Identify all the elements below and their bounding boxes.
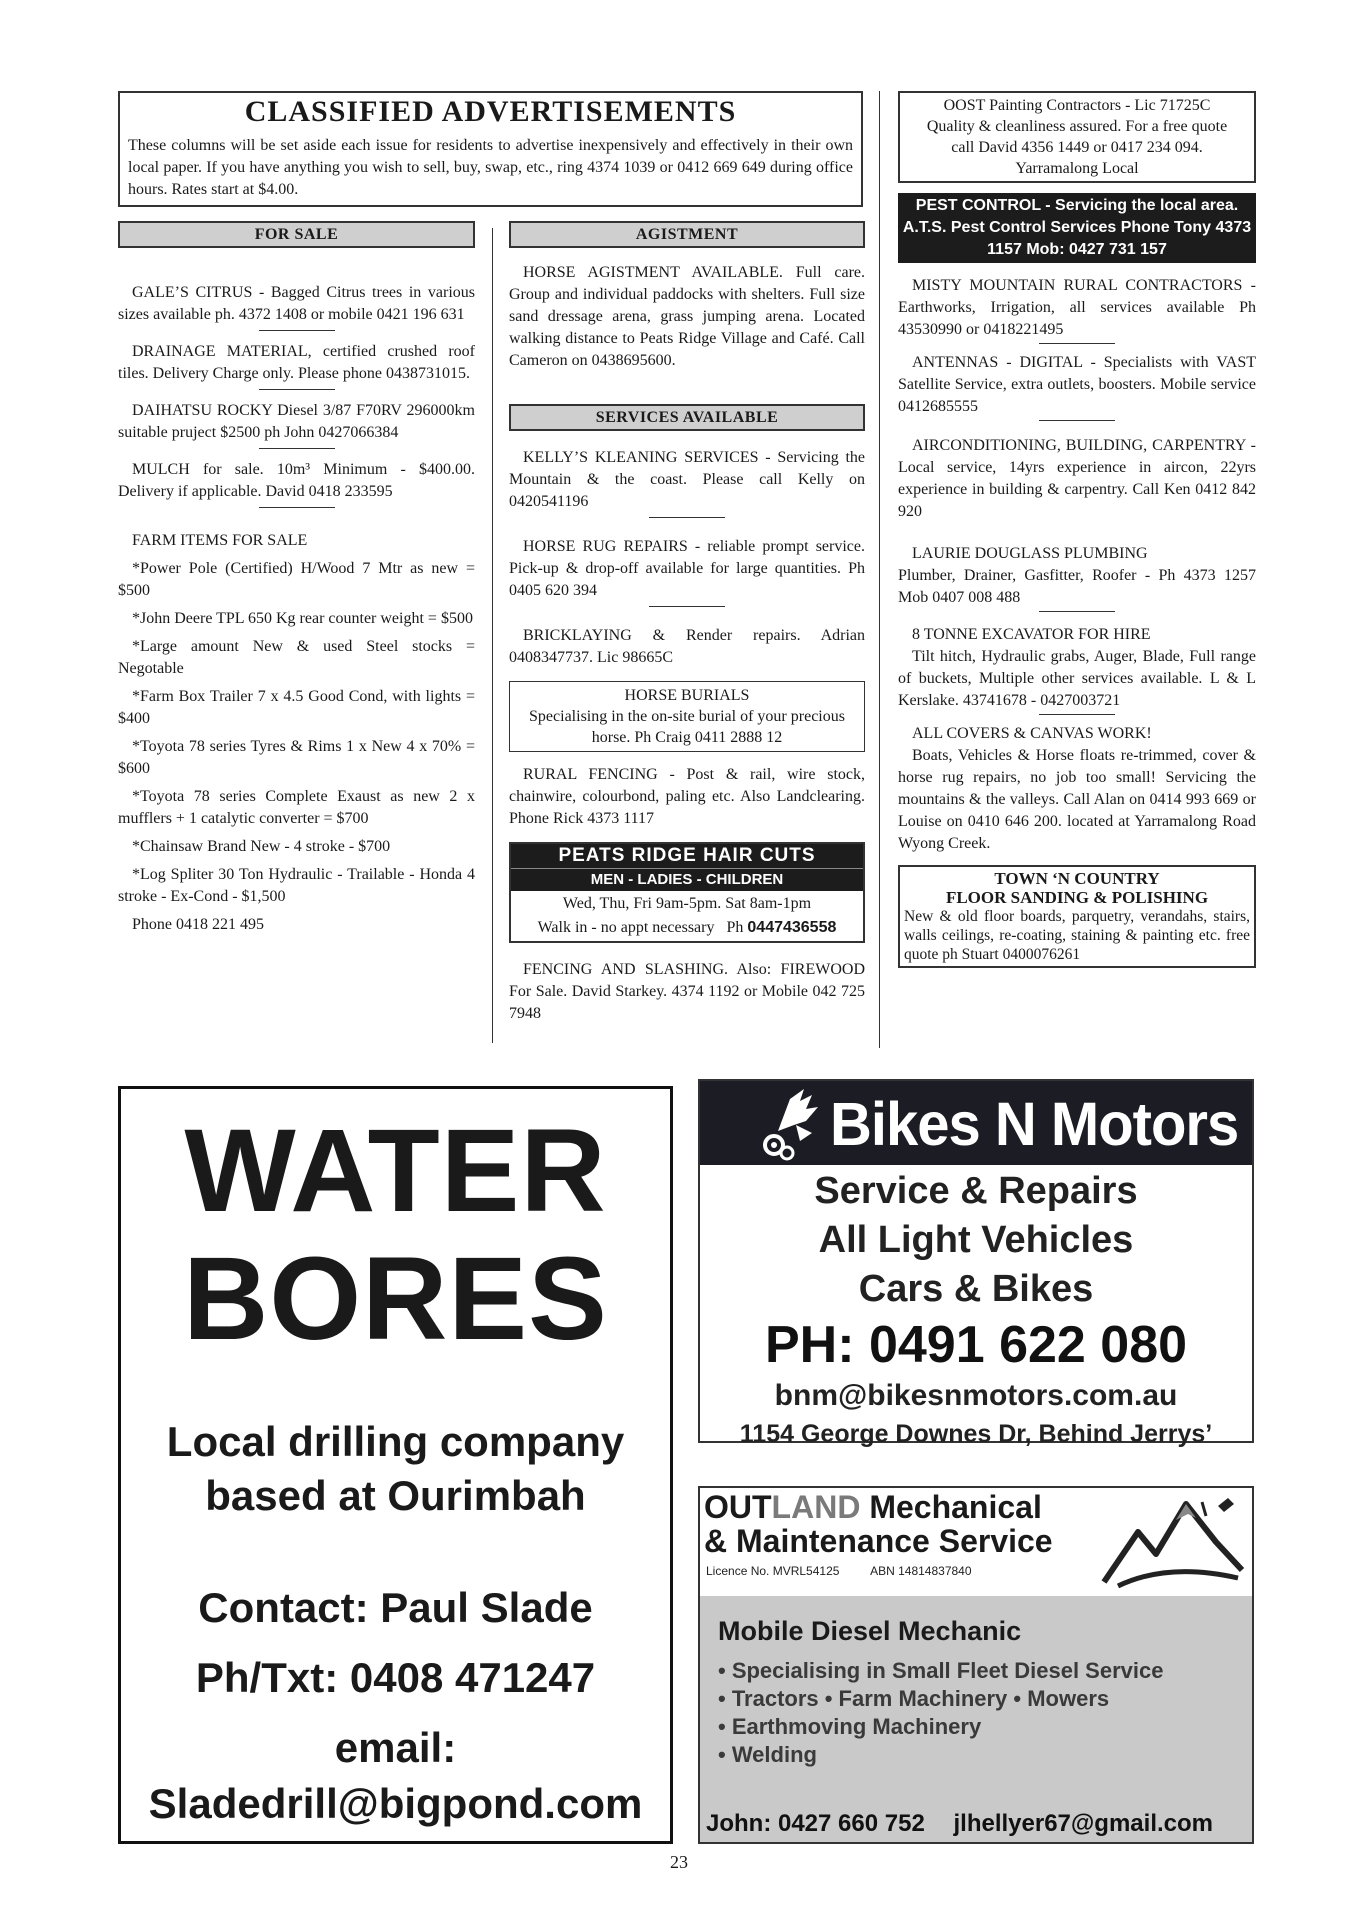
ad-town-n-country	[898, 865, 1256, 968]
ad-water-bores	[118, 1086, 673, 1844]
bikes-cars-line: Cars & Bikes	[858, 1268, 1094, 1310]
bikes-vehicles-line: All Light Vehicles	[818, 1219, 1134, 1261]
water-bores-email: Sladedrill@bigpond.com	[148, 1780, 643, 1827]
ad-separator	[259, 330, 335, 331]
ad-gales-citrus: GALE’S CITRUS - Bagged Citrus trees in various sizes available ph. 4372 1408 or mobile 0421 196 631	[118, 284, 475, 323]
ad-separator	[1039, 343, 1115, 344]
ad-bricklaying: BRICKLAYING & Render repairs. Adrian 0408347737. Lic 98665C	[509, 627, 865, 666]
ad-separator	[259, 389, 335, 390]
outland-company-name	[704, 1490, 1053, 1558]
farm-items-phone: Phone 0418 221 495	[132, 916, 264, 933]
outland-header	[700, 1488, 1252, 1596]
farm-item: *Toyota 78 series Complete Exaust as new 2 x mufflers + 1 catalytic converter = $700	[118, 788, 475, 827]
column-divider	[492, 228, 493, 1043]
ad-drainage-material: DRAINAGE MATERIAL, certified crushed roof tiles. Delivery Charge only. Please phone 0438731015.	[118, 343, 475, 382]
ad-separator	[649, 517, 725, 518]
water-bores-desc1: Local drilling company	[166, 1418, 625, 1465]
bikes-banner	[700, 1081, 1252, 1165]
page-number: 23	[670, 1852, 688, 1872]
services-heading: SERVICES AVAILABLE	[509, 404, 865, 431]
for-sale-column	[118, 221, 475, 936]
outland-contact-line	[706, 1810, 1213, 1838]
water-bores-line1: WATER	[184, 1105, 607, 1237]
ad-fencing-slashing: FENCING AND SLASHING. Also: FIREWOOD For Sale. David Starkey. 4374 1192 or Mobile 042 725 7948	[509, 961, 865, 1022]
hair-cuts-hours: Wed, Thu, Fri 9am-5pm. Sat 8am-1pm	[562, 895, 812, 912]
town-n-country-subtitle: FLOOR SANDING & POLISHING	[945, 888, 1209, 907]
farm-item: *Farm Box Trailer 7 x 4.5 Good Cond, with lights = $400	[118, 688, 475, 727]
town-n-country-text: New & old floor boards, parquetry, verandahs, stairs, walls ceilings, re-coating, staining & painting etc. free quote ph Stuart 0400076261	[904, 908, 1250, 963]
town-n-country-title: TOWN ‘N COUNTRY	[994, 869, 1160, 888]
ad-excavator-title: 8 TONNE EXCAVATOR FOR HIRE	[912, 626, 1151, 643]
ad-plumbing-text: Plumber, Drainer, Gasfitter, Roofer - Ph 4373 1257 Mob 0407 008 488	[898, 567, 1256, 606]
ad-oost-painting: OOST Painting Contractors - Lic 71725C Quality & cleanliness assured. For a free quote call David 4356 1449 or 0417 234 094. Yarramalong Local	[898, 91, 1256, 183]
farm-item: *Log Spliter 30 Ton Hydraulic - Trailable - Honda 4 stroke - Ex-Cond - $1,500	[118, 866, 475, 905]
outland-licence-line	[706, 1564, 1000, 1578]
horse-burials-title: HORSE BURIALS	[624, 687, 750, 704]
outland-name-mechanical: Mechanical	[860, 1489, 1042, 1525]
ad-separator	[1039, 611, 1115, 612]
outland-name-land: LAND	[771, 1489, 861, 1525]
outland-name-line2: & Maintenance Service	[704, 1523, 1053, 1559]
ad-separator	[259, 448, 335, 449]
hair-cuts-subtitle: MEN - LADIES - CHILDREN	[511, 868, 863, 891]
hair-cuts-title: PEATS RIDGE HAIR CUTS	[511, 844, 863, 868]
for-sale-heading: FOR SALE	[118, 221, 475, 248]
water-bores-email-label: email:	[334, 1724, 457, 1771]
ad-bikes-n-motors	[698, 1079, 1254, 1448]
outland-service-item: • Welding	[718, 1742, 817, 1767]
ad-separator	[1039, 420, 1115, 421]
horse-burials-text: Specialising in the on-site burial of your precious horse. Ph Craig 0411 2888 12	[529, 708, 845, 746]
ad-peats-ridge-hair-cuts	[509, 842, 865, 943]
bikes-phone: PH: 0491 622 080	[764, 1316, 1188, 1374]
water-bores-contact: Contact: Paul Slade	[198, 1584, 593, 1631]
ad-airconditioning: AIRCONDITIONING, BUILDING, CARPENTRY - Local service, 14yrs experience in aircon, 22yrs experience in building & carpentry. Call Ken 0412 842 920	[898, 437, 1256, 520]
ad-outland-mechanical	[698, 1486, 1254, 1844]
water-bores-desc2: based at Ourimbah	[205, 1472, 586, 1519]
ad-plumbing-title: LAURIE DOUGLASS PLUMBING	[912, 545, 1148, 562]
ad-horse-agistment: HORSE AGISTMENT AVAILABLE. Full care. Group and individual paddocks with shelters. Full size sand dressage arena, grass jumping arena. Located walking distance to Peats Ridge Village and Café. Call Cameron on 0438695600.	[509, 264, 865, 369]
farm-item: *Toyota 78 series Tyres & Rims 1 x New 4 x 70% = $600	[118, 738, 475, 777]
ad-antennas: ANTENNAS - DIGITAL - Specialists with VAST Satellite Service, extra outlets, boosters. Mobile service 0412685555	[898, 354, 1256, 415]
farm-item: *John Deere TPL 650 Kg rear counter weight = $500	[132, 610, 473, 627]
mountain-logo-icon	[1098, 1492, 1248, 1592]
outland-abn: ABN 14814837840	[870, 1564, 972, 1578]
agistment-heading: AGISTMENT	[509, 221, 865, 248]
bikes-address: 1154 George Downes Dr, Behind Jerrys’	[739, 1420, 1213, 1448]
outland-heading: Mobile Diesel Mechanic	[718, 1616, 1022, 1646]
outland-services-list	[718, 1657, 1252, 1769]
farm-item: *Large amount New & used Steel stocks = Negotable	[118, 638, 475, 677]
hair-cuts-walkin: Walk in - no appt necessary	[537, 919, 715, 936]
ad-daihatsu-rocky: DAIHATSU ROCKY Diesel 3/87 F70RV 296000km suitable pruject $2500 ph John 0427066384	[118, 402, 475, 441]
ad-separator	[649, 606, 725, 607]
ad-horse-rug-repairs: HORSE RUG REPAIRS - reliable prompt service. Pick-up & drop-off available for large quantities. Ph 0405 620 394	[509, 538, 865, 599]
bikes-email: bnm@bikesnmotors.com.au	[774, 1379, 1178, 1412]
hair-cuts-walkin-line	[511, 917, 863, 941]
farm-items-title: FARM ITEMS FOR SALE	[132, 532, 308, 549]
ad-excavator-text: Tilt hitch, Hydraulic grabs, Auger, Blade, Full range of buckets, Multiple other services available. L & L Kerslake. 43741678 - 0427003721	[898, 648, 1256, 709]
header-intro: These columns will be set aside each issue for residents to advertise inexpensively and effectively in their own local paper. If you have anything you wish to sell, buy, swap, etc., ring 4374 1039 or 0412 669 649 during office hours. Rates start at $4.00.	[128, 137, 853, 198]
ad-mulch: MULCH for sale. 10m³ Minimum - $400.00. Delivery if applicable. David 0418 233595	[118, 461, 475, 500]
farm-item: *Power Pole (Certified) H/Wood 7 Mtr as new = $500	[118, 560, 475, 599]
farm-item: *Chainsaw Brand New - 4 stroke - $700	[132, 838, 391, 855]
outland-name-out: OUT	[704, 1489, 772, 1525]
bikes-brand-name: Bikes N Motors	[830, 1090, 1239, 1159]
outland-phone: John: 0427 660 752	[706, 1810, 925, 1837]
outland-service-item: • Tractors • Farm Machinery • Mowers	[718, 1686, 1110, 1711]
services-column-right	[898, 91, 1256, 968]
agistment-services-column	[509, 221, 865, 1025]
outland-service-item: • Specialising in Small Fleet Diesel Service	[718, 1658, 1164, 1683]
classifieds-header	[118, 91, 863, 207]
ad-pest-control: PEST CONTROL - Servicing the local area. A.T.S. Pest Control Services Phone Tony 4373 1157 Mob: 0427 731 157	[898, 193, 1256, 263]
ad-kellys-kleaning: KELLY’S KLEANING SERVICES - Servicing the Mountain & the coast. Please call Kelly on 0420541196	[509, 449, 865, 510]
outland-email: jlhellyer67@gmail.com	[953, 1810, 1213, 1837]
column-divider	[879, 91, 880, 1048]
ad-horse-burials	[509, 681, 865, 752]
hair-cuts-phone: 0447436558	[747, 919, 837, 936]
water-bores-line2: BORES	[183, 1233, 608, 1365]
outland-licence: Licence No. MVRL54125	[706, 1564, 840, 1578]
ad-separator	[259, 507, 335, 508]
ad-covers-text: Boats, Vehicles & Horse floats re-trimmed, cover & horse rug repairs, no job too small! Servicing the mountains & the valleys. Call Alan on 0414 993 669 or Louise on 0410 646 200. located at Yarramalong Road Wyong Creek.	[898, 747, 1256, 852]
page-title: CLASSIFIED ADVERTISEMENTS	[244, 95, 737, 128]
winged-wheel-logo-icon	[708, 1081, 828, 1165]
spacer	[898, 523, 1256, 543]
water-bores-phone: Ph/Txt: 0408 471247	[195, 1654, 596, 1701]
ad-separator	[1039, 714, 1115, 715]
ad-rural-fencing: RURAL FENCING - Post & rail, wire stock, chainwire, colourbond, paling etc. Also Landclearing. Phone Rick 4373 1117	[509, 766, 865, 827]
ad-misty-mountain: MISTY MOUNTAIN RURAL CONTRACTORS - Earthworks, Irrigation, all services available Ph 43530990 or 0418221495	[898, 277, 1256, 338]
farm-items-list	[118, 558, 475, 908]
hair-cuts-phone-prefix: Ph	[726, 919, 744, 936]
bikes-service-line: Service & Repairs	[814, 1170, 1138, 1212]
ad-covers-title: ALL COVERS & CANVAS WORK!	[912, 725, 1152, 742]
outland-service-item: • Earthmoving Machinery	[718, 1714, 982, 1739]
